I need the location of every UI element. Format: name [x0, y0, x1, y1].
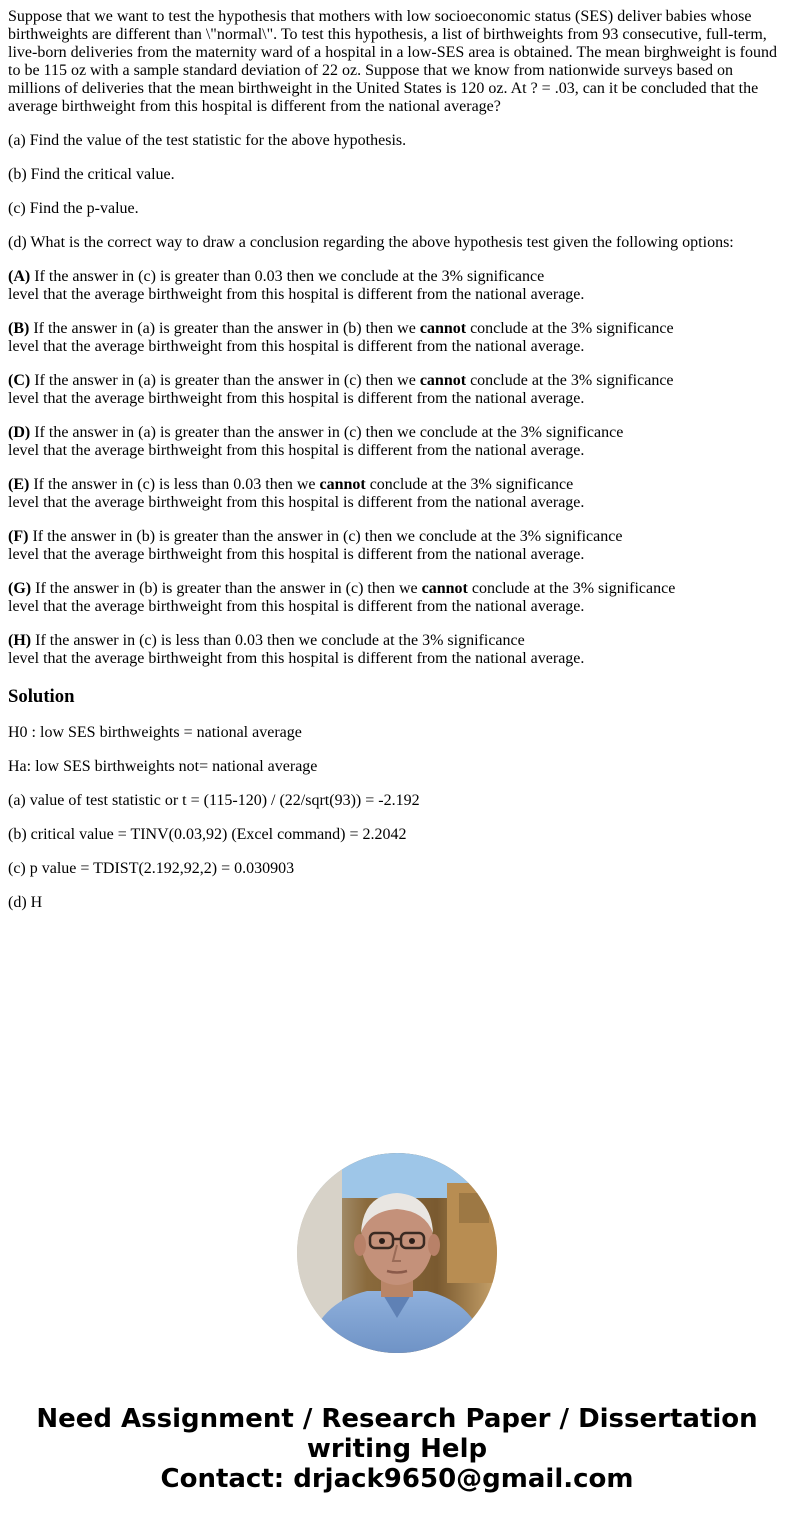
question-text: Suppose that we want to test the hypothesis that mothers with low socioeconomic status (SES) deliver babies whose birthweights are different than \"normal\". To test this hypothesis, a list of birthweights from 93 consecutive, full-term, live-born deliveries from the maternity ward of a hospital in a low-SES area is obtained. The mean birghweight is found to be 115 oz with a sample standard deviation of 22 oz. Suppose that we know from nationwide surveys based on millions of deliveries that the mean birthweight in the United States is 120 oz. At ? = .03, can it be concluded that the average birthweight from this hospital is different from the national average?	[8, 8, 777, 115]
option-text: If the answer in (b) is greater than the answer in (c) then we conclude at the 3% significance	[32, 528, 623, 545]
option-emphasis: cannot	[419, 320, 467, 337]
option-text-line2: level that the average birthweight from this hospital is different from the national average.	[8, 494, 585, 511]
option-text-tail: conclude at the 3% significance	[471, 580, 676, 597]
option-emphasis: cannot	[421, 580, 468, 597]
part-b: (b) Find the critical value.	[8, 166, 175, 183]
part-c: (c) Find the p-value.	[8, 200, 139, 217]
option-label: (A)	[8, 268, 31, 285]
option-text-line2: level that the average birthweight from this hospital is different from the national average.	[8, 442, 585, 459]
option-label: (E)	[8, 476, 30, 493]
part-a: (a) Find the value of the test statistic for the above hypothesis.	[8, 132, 407, 149]
option-e	[8, 476, 786, 512]
option-text: If the answer in (c) is less than 0.03 then we conclude at the 3% significance	[35, 632, 525, 649]
option-a	[8, 268, 786, 304]
option-text-line2: level that the average birthweight from this hospital is different from the national average.	[8, 390, 585, 407]
solution-body	[8, 724, 786, 912]
option-label: (D)	[8, 424, 31, 441]
part-d: (d) What is the correct way to draw a conclusion regarding the above hypothesis test given the following options:	[8, 234, 734, 251]
option-label: (C)	[8, 372, 31, 389]
option-text-line2: level that the average birthweight from this hospital is different from the national average.	[8, 598, 585, 615]
option-h	[8, 632, 786, 668]
option-f	[8, 528, 786, 564]
option-emphasis: cannot	[319, 476, 366, 493]
option-label: (G)	[8, 580, 32, 597]
option-text: If the answer in (b) is greater than the answer in (c) then we	[35, 580, 418, 597]
option-text: If the answer in (a) is greater than the answer in (b) then we	[33, 320, 416, 337]
option-label: (H)	[8, 632, 32, 649]
document-body	[8, 8, 786, 928]
option-text-line2: level that the average birthweight from this hospital is different from the national average.	[8, 546, 585, 563]
option-text: If the answer in (c) is greater than 0.03 then we conclude at the 3% significance	[34, 268, 545, 285]
option-label: (F)	[8, 528, 29, 545]
option-g	[8, 580, 786, 616]
answer-a: (a) value of test statistic or t = (115-120) / (22/sqrt(93)) = -2.192	[8, 792, 420, 809]
options-list	[8, 268, 786, 668]
option-emphasis: cannot	[419, 372, 467, 389]
footer-contact: Contact: drjack9650@gmail.com	[160, 1464, 634, 1494]
answer-d: (d) H	[8, 894, 43, 911]
option-text-line2: level that the average birthweight from this hospital is different from the national average.	[8, 650, 585, 667]
option-label: (B)	[8, 320, 30, 337]
option-text-line2: level that the average birthweight from this hospital is different from the national average.	[8, 286, 585, 303]
option-text-tail: conclude at the 3% significance	[369, 476, 574, 493]
footer-banner	[0, 1404, 794, 1494]
answer-c: (c) p value = TDIST(2.192,92,2) = 0.030903	[8, 860, 295, 877]
footer-line-1: Need Assignment / Research Paper / Dissertation	[36, 1404, 758, 1434]
author-avatar	[297, 1153, 497, 1353]
option-b	[8, 320, 786, 356]
option-text: If the answer in (c) is less than 0.03 then we	[33, 476, 316, 493]
answer-b: (b) critical value = TINV(0.03,92) (Excel command) = 2.2042	[8, 826, 407, 843]
option-text: If the answer in (a) is greater than the answer in (c) then we conclude at the 3% significance	[34, 424, 624, 441]
option-d	[8, 424, 786, 460]
option-text-tail: conclude at the 3% significance	[470, 320, 674, 337]
alt-hypothesis: Ha: low SES birthweights not= national average	[8, 758, 318, 775]
null-hypothesis: H0 : low SES birthweights = national average	[8, 724, 302, 741]
solution-heading: Solution	[8, 686, 75, 707]
author-portrait-image	[297, 1153, 497, 1353]
option-text-tail: conclude at the 3% significance	[470, 372, 674, 389]
option-text-line2: level that the average birthweight from this hospital is different from the national average.	[8, 338, 585, 355]
option-c	[8, 372, 786, 408]
option-text: If the answer in (a) is greater than the answer in (c) then we	[34, 372, 416, 389]
footer-line-2: writing Help	[306, 1434, 488, 1464]
